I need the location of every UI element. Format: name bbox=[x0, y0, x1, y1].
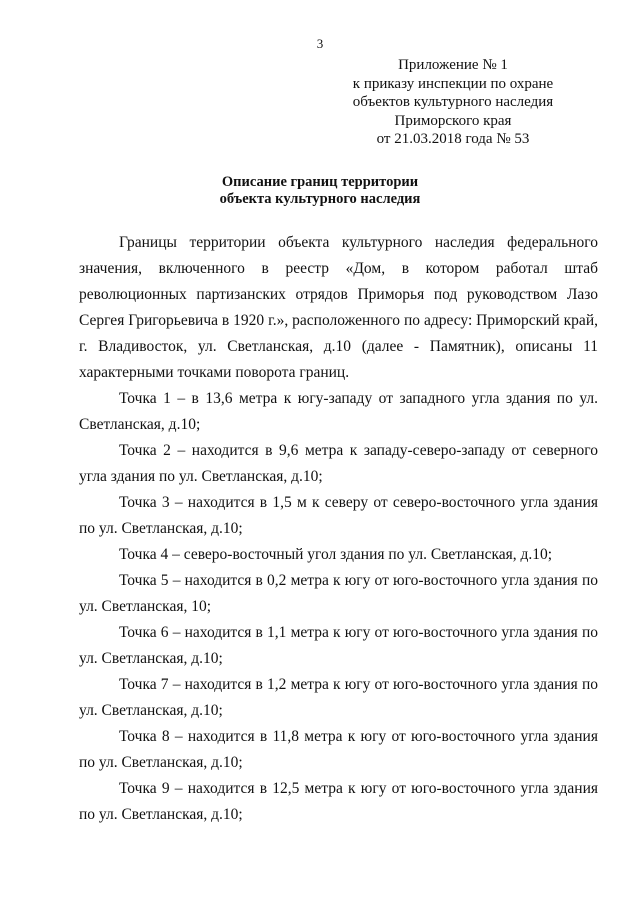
title-line: объекта культурного наследия bbox=[219, 191, 421, 207]
boundary-point-9: Точка 9 – находится в 12,5 метра к югу от юго-восточного угла здания по ул. Светланская, д.10; bbox=[79, 780, 598, 823]
document-title bbox=[0, 174, 640, 208]
boundary-point-8: Точка 8 – находится в 11,8 метра к югу от юго-восточного угла здания по ул. Светланская, д.10; bbox=[79, 728, 598, 771]
document-body bbox=[79, 230, 598, 828]
intro-paragraph: Границы территории объекта культурного наследия федерального значения, включенного в реестр «Дом, в котором работал штаб революционных партизанских отрядов Приморья под руководством Лазо Сергея Григорьевича в 1920 г.», расположенного по адресу: Приморский край, г. Владивосток, ул. Светланская, д.10 (далее - Памятник), описаны 11 характерными точками поворота границ. bbox=[79, 234, 598, 381]
page-number: 3 bbox=[316, 36, 324, 51]
boundary-point-5: Точка 5 – находится в 0,2 метра к югу от юго-восточного угла здания по ул. Светланская, 10; bbox=[79, 572, 598, 615]
appendix-line: Приложение № 1 bbox=[398, 57, 508, 73]
boundary-point-7: Точка 7 – находится в 1,2 метра к югу от юго-восточного угла здания по ул. Светланская, д.10; bbox=[79, 676, 598, 719]
appendix-block bbox=[328, 56, 578, 149]
appendix-line: от 21.03.2018 года № 53 bbox=[376, 131, 530, 147]
boundary-point-6: Точка 6 – находится в 1,1 метра к югу от юго-восточного угла здания по ул. Светланская, д.10; bbox=[79, 624, 598, 667]
boundary-point-2: Точка 2 – находится в 9,6 метра к западу-северо-западу от северного угла здания по ул. Светланская, д.10; bbox=[79, 442, 598, 485]
title-line: Описание границ территории bbox=[221, 174, 419, 190]
boundary-point-3: Точка 3 – находится в 1,5 м к северу от северо-восточного угла здания по ул. Светланская, д.10; bbox=[79, 494, 598, 537]
boundary-point-1: Точка 1 – в 13,6 метра к югу-западу от западного угла здания по ул. Светланская, д.10; bbox=[79, 390, 598, 433]
appendix-line: к приказу инспекции по охране bbox=[352, 75, 554, 92]
boundary-point-4: Точка 4 – северо-восточный угол здания по ул. Светланская, д.10; bbox=[119, 546, 553, 563]
appendix-line: объектов культурного наследия bbox=[352, 94, 554, 110]
appendix-line: Приморского края bbox=[394, 112, 512, 129]
